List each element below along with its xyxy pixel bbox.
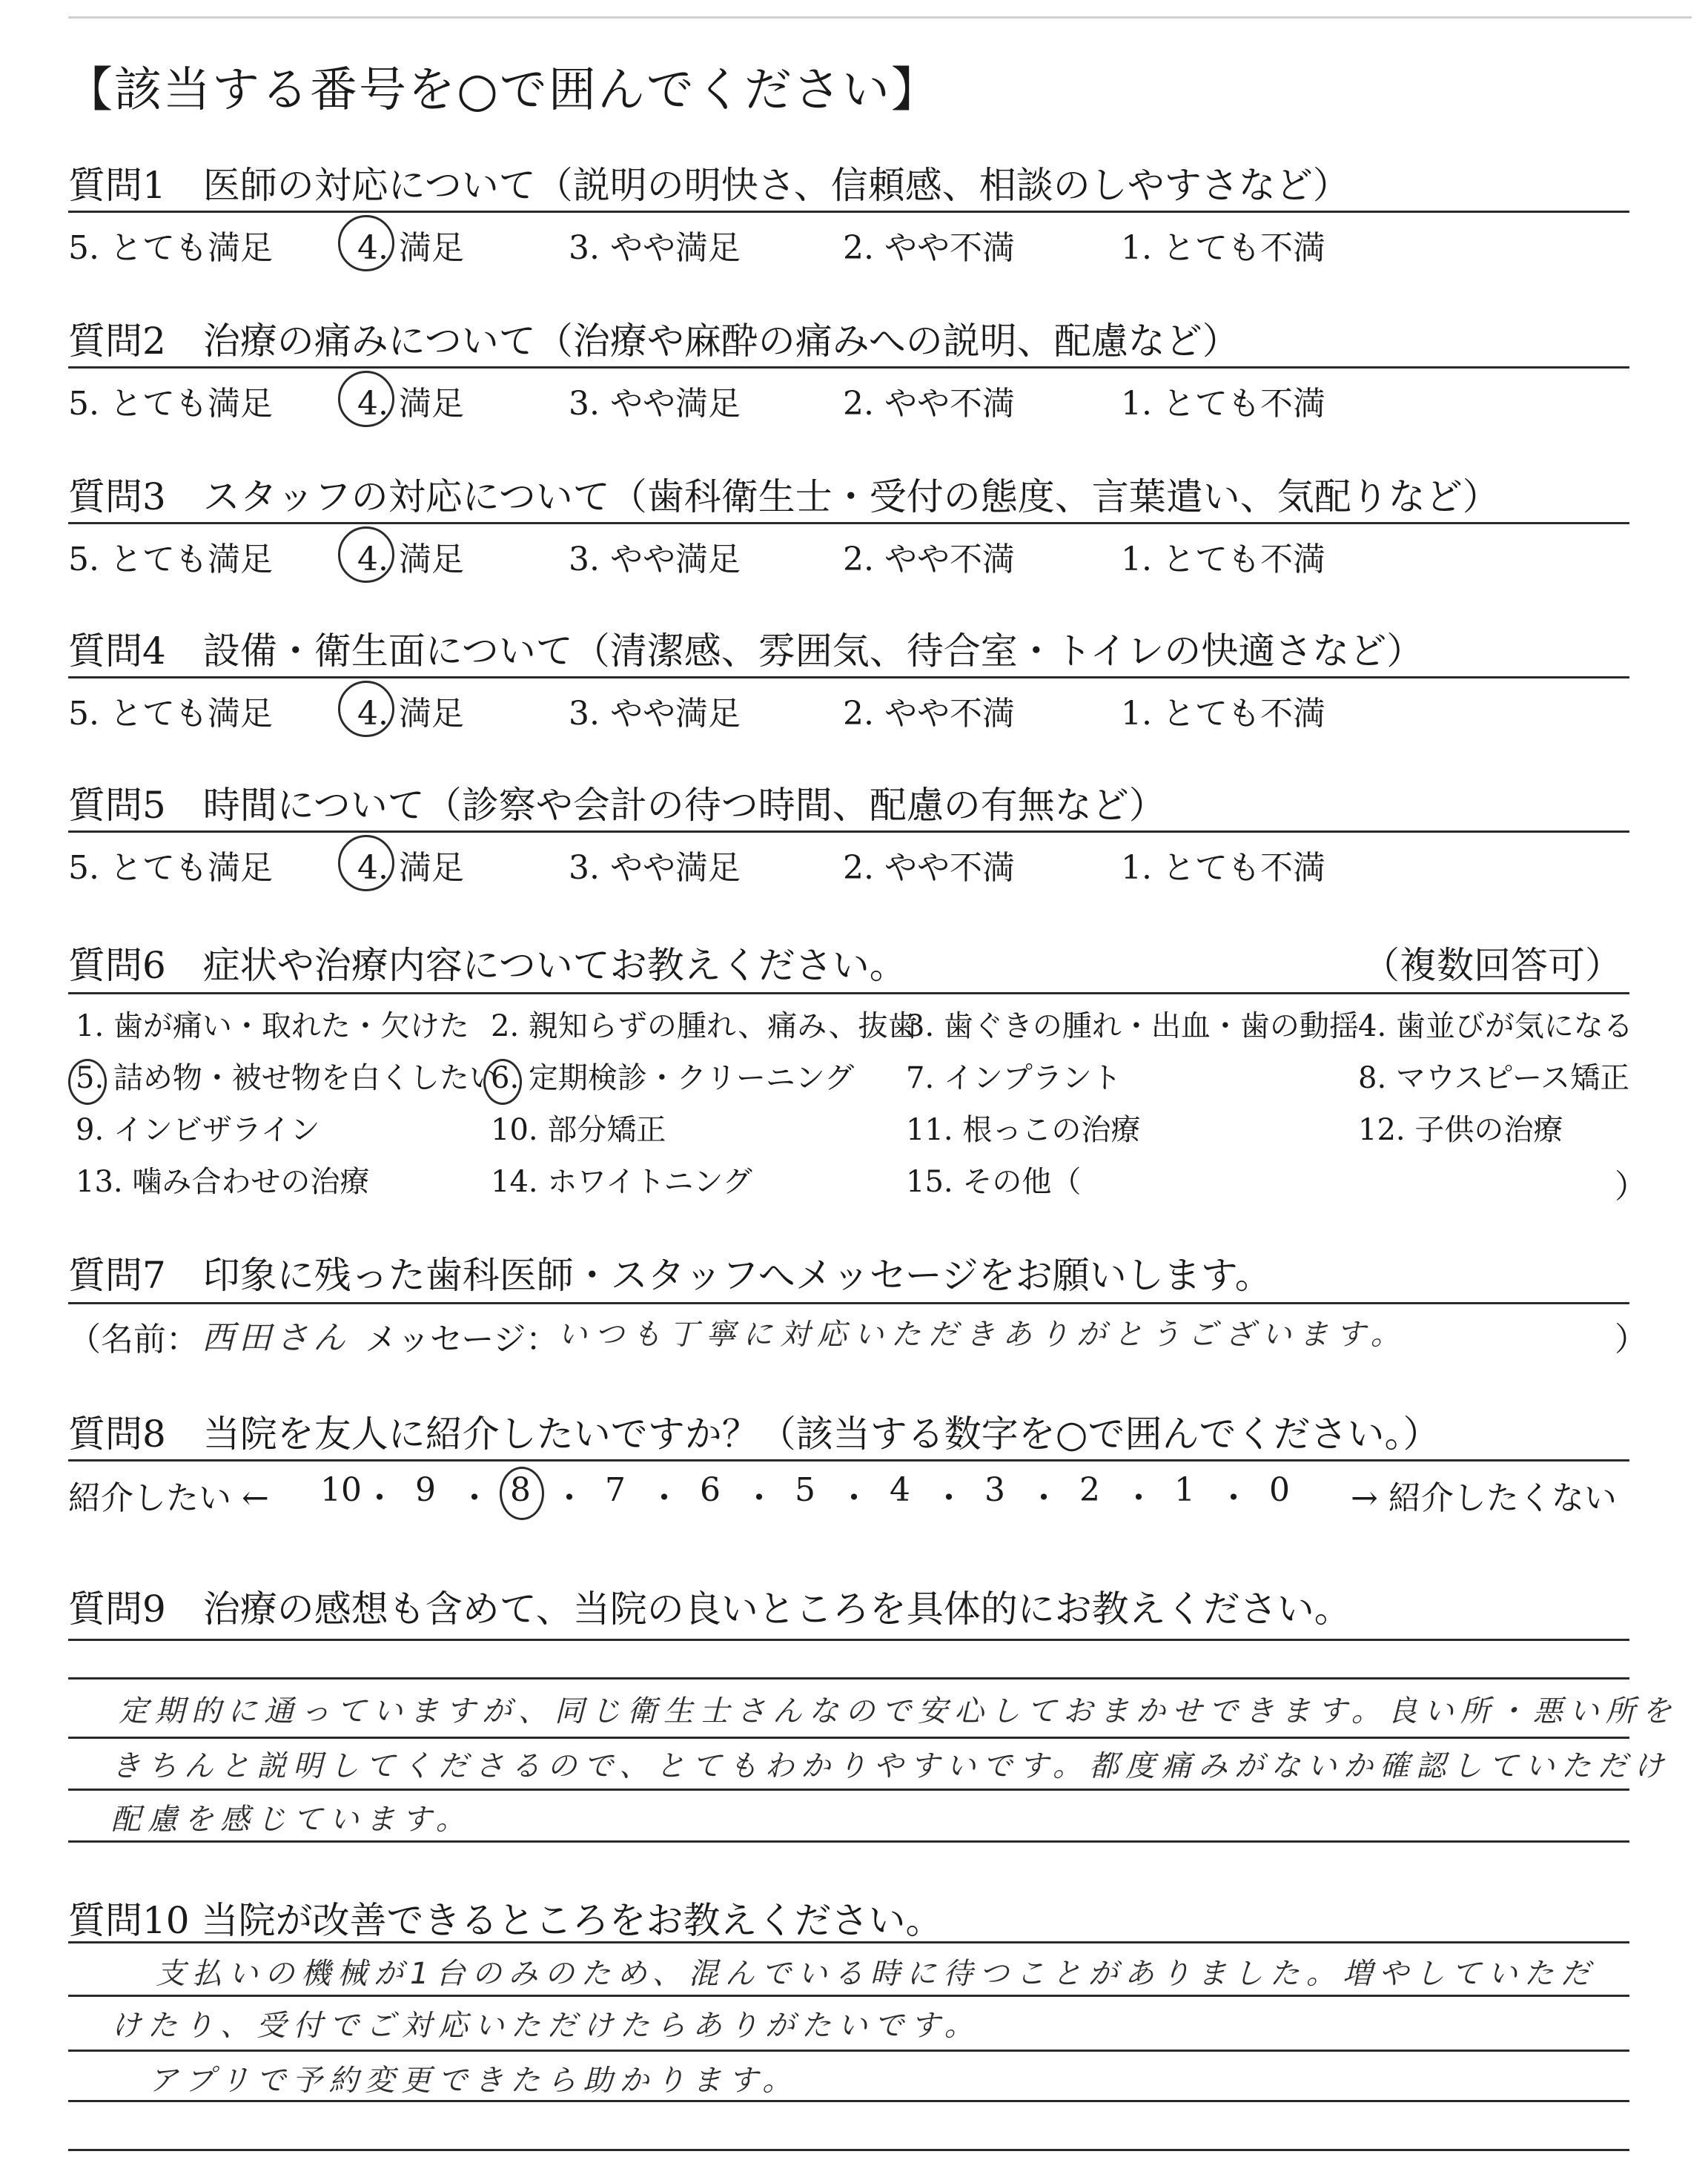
question-3-title: 質問3 スタッフの対応について（歯科衛生士・受付の態度、言葉遣い、気配りなど） [68,475,1500,518]
q6-option-3[interactable]: 3. 歯ぐきの腫れ・出血・歯の動揺 [906,1009,1359,1043]
q8-separator: ・ [743,1479,775,1517]
q10-answer-line-1[interactable]: 支払いの機械が1台のみのため、混んでいる時に待つことがありました。増やしていただ [156,1957,1597,1991]
question-4-title: 質問4 設備・衛生面について（清潔感、雰囲気、待合室・トイレの快適さなど） [68,630,1424,673]
q6-option-13[interactable]: 13. 噛み合わせの治療 [76,1165,370,1199]
q6-option-6[interactable]: 6. 定期検診・クリーニング [491,1061,855,1095]
question-2-option-1[interactable]: 1. とても不満 [1121,385,1325,423]
q9-answer-line-1[interactable]: 定期的に通っていますが、同じ衛生士さんなので安心しておまかせできます。良い所・悪い所を [119,1694,1678,1728]
q6-option-11[interactable]: 11. 根っこの治療 [906,1113,1141,1147]
question-5-selection-circle[interactable] [338,835,394,891]
q6-selection-circle-6[interactable] [483,1059,522,1105]
q8-separator: ・ [553,1479,586,1517]
q8-scale-5[interactable]: 5 [795,1471,815,1509]
q8-separator: ・ [1217,1479,1250,1517]
question-1-selection-circle[interactable] [338,215,394,271]
question-2-rule [68,366,1629,369]
q8-separator: ・ [838,1479,870,1517]
q7-message-label: メッセージ： [365,1321,559,1358]
q8-separator: ・ [363,1479,396,1517]
q8-scale-3[interactable]: 3 [984,1471,1005,1509]
q6-option-14[interactable]: 14. ホワイトニング [491,1165,752,1199]
q8-scale-2[interactable]: 2 [1079,1471,1100,1509]
question-1-rule [68,211,1629,213]
question-4-option-2[interactable]: 2. やや不満 [843,695,1015,733]
question-5-rule [68,830,1629,833]
question-3-option-2[interactable]: 2. やや不満 [843,541,1015,578]
question-2-option-5[interactable]: 5. とても満足 [68,385,273,423]
q8-scale-10[interactable]: 10 [320,1471,362,1509]
q7-message-value[interactable]: いつも丁寧に対応いただきありがとうございます。 [557,1318,1408,1352]
top-border [68,16,1692,19]
question-3-option-5[interactable]: 5. とても満足 [68,541,273,578]
question-4-selection-circle[interactable] [338,681,394,737]
q10-title: 質問10 当院が改善できるところをお教えください。 [68,1899,943,1942]
q9-rule-3 [68,1789,1629,1791]
question-1-option-1[interactable]: 1. とても不満 [1121,229,1325,267]
question-2-selection-circle[interactable] [338,371,394,427]
q9-answer-line-3[interactable]: 配慮を感じています。 [111,1803,472,1837]
question-1-option-4[interactable]: 4. 満足 [357,229,464,267]
q8-separator: ・ [1122,1479,1155,1517]
question-2-option-3[interactable]: 3. やや満足 [569,385,741,423]
q6-option-8[interactable]: 8. マウスピース矯正 [1358,1061,1630,1095]
q6-rule [68,992,1629,994]
question-5-option-3[interactable]: 3. やや満足 [569,849,741,887]
q6-option-2[interactable]: 2. 親知らずの腫れ、痛み、抜歯 [491,1009,918,1043]
q8-scale-6[interactable]: 6 [700,1471,721,1509]
q7-close-paren: ） [1615,1321,1647,1358]
question-5-option-2[interactable]: 2. やや不満 [843,849,1015,887]
q8-separator: ・ [933,1479,965,1517]
q6-option-7[interactable]: 7. インプラント [906,1061,1122,1095]
q6-options-grid [68,1003,1633,1210]
q6-title: 質問6 症状や治療内容についてお教えください。 [68,944,907,987]
q8-left-label: 紹介したい ← [68,1479,269,1517]
question-4-option-5[interactable]: 5. とても満足 [68,695,273,733]
q8-title: 質問8 当院を友人に紹介したいですか？（該当する数字を○で囲んでください。） [68,1413,1440,1456]
q9-rule-1 [68,1677,1629,1680]
q8-scale-4[interactable]: 4 [890,1471,910,1509]
q8-separator: ・ [1027,1479,1060,1517]
q8-separator: ・ [458,1479,491,1517]
question-3-selection-circle[interactable] [338,526,394,583]
q8-scale-row [68,1471,1629,1516]
question-5-option-1[interactable]: 1. とても不満 [1121,849,1325,887]
q6-option-15[interactable]: 15. その他（ [906,1165,1082,1199]
q10-answer-line-3[interactable]: アプリで予約変更できたら助かります。 [148,2064,799,2098]
q10-answer-line-2[interactable]: けたり、受付でご対応いただけたらありがたいです。 [111,2009,981,2043]
question-2-option-4[interactable]: 4. 満足 [357,385,464,423]
q9-rule-2 [68,1737,1629,1739]
question-5-options [68,841,1629,893]
question-2-option-2[interactable]: 2. やや不満 [843,385,1015,423]
question-1-option-3[interactable]: 3. やや満足 [569,229,741,267]
question-4-options [68,687,1629,739]
q8-right-label: → 紹介したくない [1351,1479,1617,1517]
question-1-title: 質問1 医師の対応について（説明の明快さ、信頼感、相談のしやすさなど） [68,164,1350,207]
q10-rule-2 [68,2050,1629,2052]
question-4-option-4[interactable]: 4. 満足 [357,695,464,733]
q10-rule-1 [68,1995,1629,1997]
q7-rule [68,1302,1629,1304]
q9-rule-0 [68,1639,1629,1641]
q9-rule-4 [68,1840,1629,1843]
q7-name-value[interactable]: 西田さん [202,1319,350,1357]
question-1-options [68,221,1629,273]
question-1-option-2[interactable]: 2. やや不満 [843,229,1015,267]
q6-option-5[interactable]: 5. 詰め物・被せ物を白くしたい [76,1061,499,1095]
question-3-option-4[interactable]: 4. 満足 [357,541,464,578]
q8-rule [68,1459,1629,1462]
question-2-title: 質問2 治療の痛みについて（治療や麻酔の痛みへの説明、配慮など） [68,320,1239,363]
form-header: 【該当する番号を○で囲んでください】 [65,63,940,118]
q8-scale-0[interactable]: 0 [1269,1471,1290,1509]
q7-title: 質問7 印象に残った歯科医師・スタッフへメッセージをお願いします。 [68,1254,1272,1297]
question-5-title: 質問5 時間について（診察や会計の待つ時間、配慮の有無など） [68,784,1166,827]
q10-rule-3 [68,2100,1629,2102]
q7-name-label: （名前： [68,1321,199,1358]
q8-scale-8[interactable]: 8 [510,1471,531,1509]
q7-message-row [68,1312,1647,1364]
q6-close-paren: ） [1615,1168,1647,1206]
question-3-options [68,532,1629,584]
question-1-option-5[interactable]: 5. とても満足 [68,229,273,267]
question-5-option-5[interactable]: 5. とても満足 [68,849,273,887]
q8-scale-7[interactable]: 7 [605,1471,626,1509]
q8-separator: ・ [648,1479,681,1517]
question-3-rule [68,522,1629,524]
q6-option-4[interactable]: 4. 歯並びが気になる [1358,1009,1633,1043]
question-4-option-3[interactable]: 3. やや満足 [569,695,741,733]
q10-rule-0 [68,1941,1629,1943]
q6-option-9[interactable]: 9. インビザライン [76,1113,320,1147]
question-3-option-3[interactable]: 3. やや満足 [569,541,741,578]
question-4-rule [68,676,1629,678]
q10-rule-4 [68,2149,1629,2151]
q6-option-12[interactable]: 12. 子供の治療 [1358,1113,1563,1147]
q6-option-10[interactable]: 10. 部分矯正 [491,1113,666,1147]
q8-selection-circle[interactable] [500,1467,544,1520]
question-4-option-1[interactable]: 1. とても不満 [1121,695,1325,733]
q6-option-1[interactable]: 1. 歯が痛い・取れた・欠けた [76,1009,469,1043]
q6-selection-circle-5[interactable] [68,1059,107,1105]
question-3-option-1[interactable]: 1. とても不満 [1121,541,1325,578]
question-2-options [68,377,1629,429]
q8-scale-1[interactable]: 1 [1174,1471,1195,1509]
question-5-option-4[interactable]: 4. 満足 [357,849,464,887]
q6-note: （複数回答可） [1363,944,1622,987]
q9-title: 質問9 治療の感想も含めて、当院の良いところを具体的にお教えください。 [68,1588,1351,1631]
q8-scale-9[interactable]: 9 [415,1471,436,1509]
q9-answer-line-2[interactable]: きちんと説明してくださるので、とてもわかりやすいです。都度痛みがないか確認していただけ [111,1749,1670,1783]
